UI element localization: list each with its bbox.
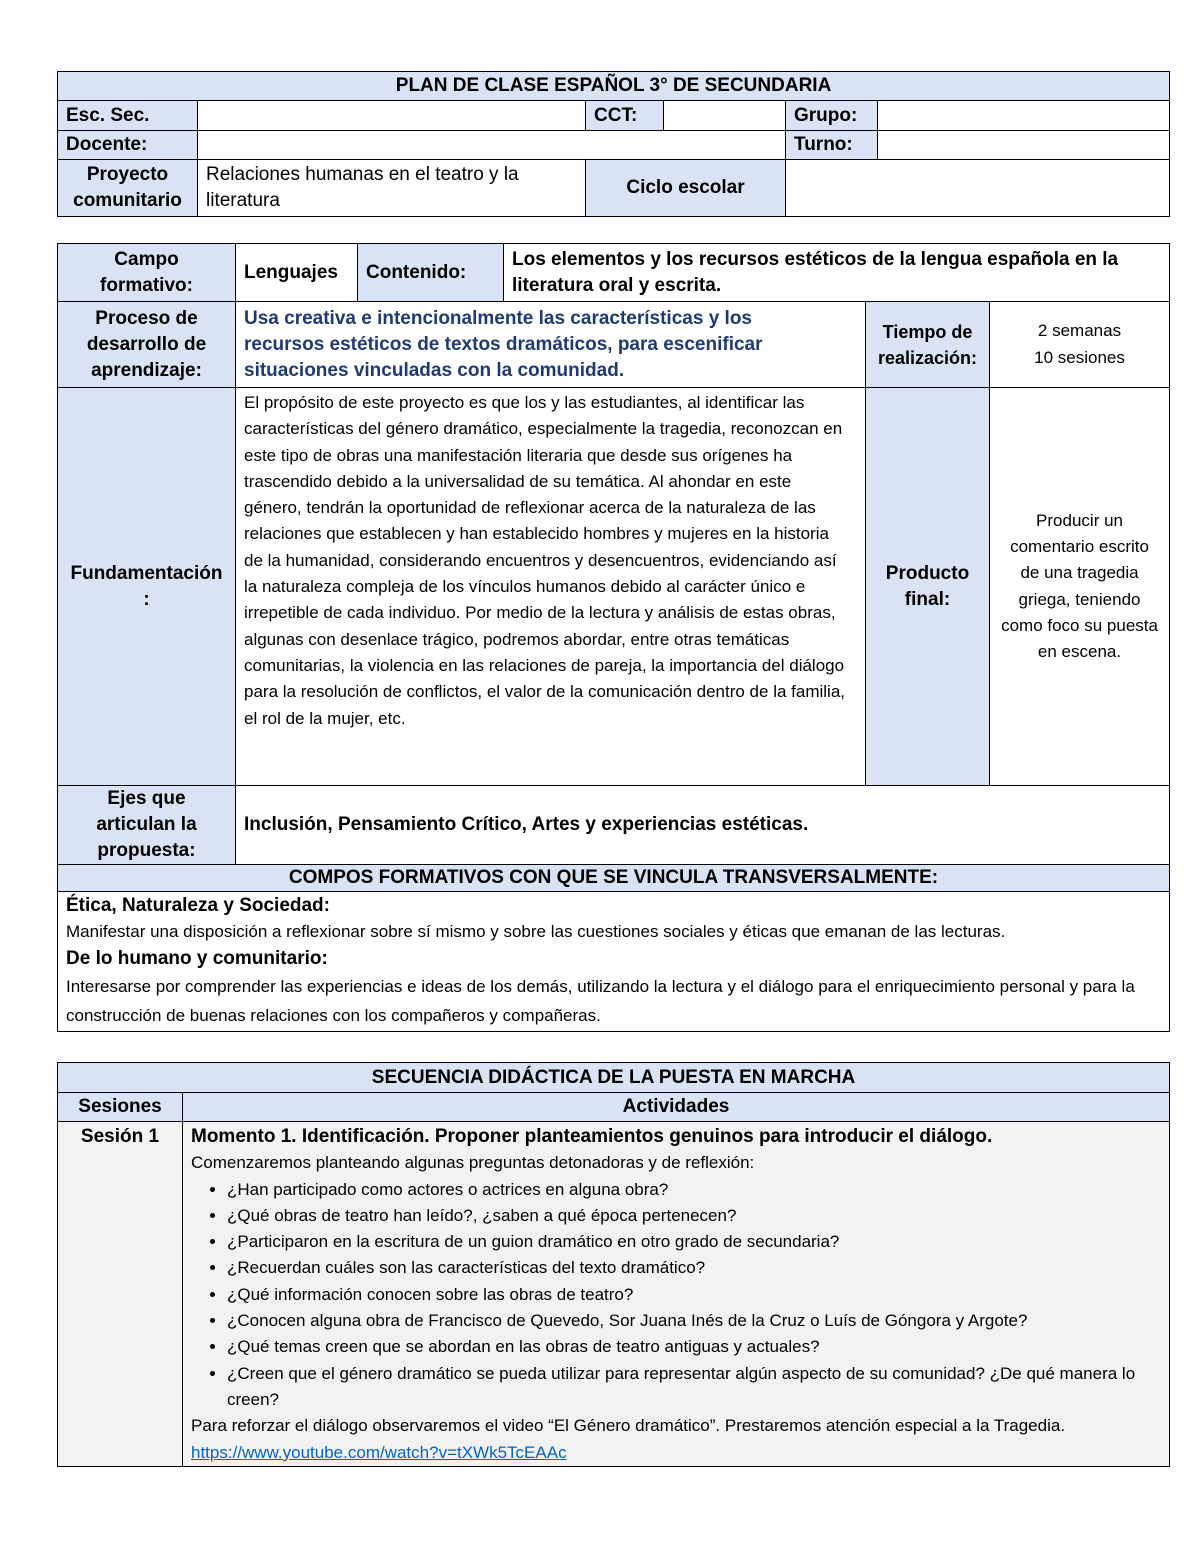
compos-content (58, 892, 1170, 1032)
tiempo-value (990, 302, 1170, 388)
momento-title: Momento 1. Identificación. Proponer planteamientos genuinos para introducir el diálogo. (191, 1126, 993, 1147)
producto-value: Producir un comentario escrito de una tragedia griega, teniendo como foco su puesta en escena. (990, 388, 1170, 786)
etica-text: Manifestar una disposición a reflexionar sobre sí mismo y sobre las cuestiones sociales y éticas que emanan de las lecturas. (66, 922, 1006, 942)
col-actividades: Actividades (183, 1093, 1170, 1122)
question-item: • ¿Qué información conocen sobre las obras de teatro? (227, 1282, 1161, 1308)
tiempo-weeks: 2 semanas (1037, 321, 1122, 341)
docente-label: Docente: (58, 131, 198, 160)
ejes-label: Ejes que articulan la propuesta: (58, 786, 236, 865)
question-item: • ¿Conocen alguna obra de Francisco de Quevedo, Sor Juana Inés de la Cruz o Luís de Góngora y Argote? (227, 1308, 1161, 1334)
question-item: • ¿Creen que el género dramático se pueda utilizar para representar algún aspecto de su comunidad? ¿De qué manera lo creen? (227, 1361, 1161, 1414)
contenido-value: Los elementos y los recursos estéticos de la lengua española en la literatura oral y escrita. (504, 244, 1170, 302)
question-item: • ¿Qué temas creen que se abordan en las obras de teatro antiguas y actuales? (227, 1334, 1161, 1360)
proyecto-label: Proyecto comunitario (58, 160, 198, 217)
fundamentacion-text: El propósito de este proyecto es que los y las estudiantes, al identificar las características del género dramático, especialmente la tragedia, reconozcan en este tipo de obras una manifestación literaria que desde sus orígenes ha trascendido debido a la universalidad de su temática. Al ahondar en este género, tendrán la oportunidad de reflexionar acerca de la naturaleza de las relaciones que establecen y han establecido hombres y mujeres en la historia de la humanidad, considerando encuentros y desencuentros, evidenciando así la naturaleza compleja de los vínculos humanos debido al carácter único e irrepetible de cada individuo. Por medio de la lectura y análisis de estas obras, algunas con desenlace trágico, podremos abordar, entre otras temáticas comunitarias, la violencia en las relaciones de pareja, la importancia del diálogo para la resolución de conflictos, el valor de la comunicación dentro de la familia, el rol de la mujer, etc. (236, 388, 866, 786)
humano-title: De lo humano y comunitario: (66, 947, 328, 969)
contenido-label: Contenido: (358, 244, 504, 302)
question-item: • ¿Han participado como actores o actrices en alguna obra? (227, 1177, 1161, 1203)
ejes-value: Inclusión, Pensamiento Crítico, Artes y experiencias estéticas. (236, 786, 1170, 865)
compos-title: COMPOS FORMATIVOS CON QUE SE VINCULA TRANSVERSALMENTE: (58, 865, 1170, 892)
closing-paragraph (191, 1413, 1161, 1466)
video-link[interactable]: https://www.youtube.com/watch?v=tXWk5TcEAAc (191, 1442, 567, 1462)
secuencia-table (57, 1062, 1170, 1467)
momento-intro: Comenzaremos planteando algunas preguntas detonadoras y de reflexión: (191, 1153, 755, 1173)
humano-text: Interesarse por comprender las experiencias e ideas de los demás, utilizando la lectura y el diálogo para el enriquecimiento personal y para la construcción de buenas relaciones con los compañeros y compañeras. (66, 976, 1135, 1025)
session-1-activities (183, 1122, 1170, 1467)
fundamentacion-label: Fundamentación : (58, 388, 236, 786)
tiempo-label: Tiempo de realización: (866, 302, 990, 388)
turno-label: Turno: (786, 131, 878, 160)
ciclo-label: Ciclo escolar (586, 160, 786, 217)
esc-field[interactable] (198, 101, 586, 131)
plan-title: PLAN DE CLASE ESPAÑOL 3° DE SECUNDARIA (58, 72, 1170, 101)
session-1-label: Sesión 1 (58, 1122, 183, 1467)
grupo-label: Grupo: (786, 101, 878, 131)
campo-value: Lenguajes (236, 244, 358, 302)
grupo-field[interactable] (878, 101, 1170, 131)
proceso-value: Usa creativa e intencionalmente las características y los recursos estéticos de textos dramáticos, para escenificar situaciones vinculadas con la comunidad. (236, 302, 866, 388)
proceso-label: Proceso de desarrollo de aprendizaje: (58, 302, 236, 388)
producto-label: Producto final: (866, 388, 990, 786)
secuencia-title: SECUENCIA DIDÁCTICA DE LA PUESTA EN MARCHA (58, 1063, 1170, 1093)
cct-field[interactable] (664, 101, 786, 131)
turno-field[interactable] (878, 131, 1170, 160)
question-item: • ¿Participaron en la escritura de un guion dramático en otro grado de secundaria? (227, 1229, 1161, 1255)
question-item: • ¿Qué obras de teatro han leído?, ¿saben a qué época pertenecen? (227, 1203, 1161, 1229)
etica-title: Ética, Naturaleza y Sociedad: (66, 895, 330, 916)
campo-label: Campo formativo: (58, 244, 236, 302)
cct-label: CCT: (586, 101, 664, 131)
header-table (57, 71, 1170, 217)
question-list (191, 1177, 1161, 1414)
question-item: • ¿Recuerdan cuáles son las características del texto dramático? (227, 1255, 1161, 1281)
plan-table (57, 243, 1170, 1032)
docente-field[interactable] (198, 131, 786, 160)
closing-text: Para reforzar el diálogo observaremos el video “El Género dramático”. Prestaremos atención especial a la Tragedia. (191, 1416, 1066, 1436)
tiempo-sessions: 10 sesiones (1034, 347, 1125, 367)
col-sesiones: Sesiones (58, 1093, 183, 1122)
ciclo-field[interactable] (786, 160, 1170, 217)
esc-label: Esc. Sec. (58, 101, 198, 131)
proyecto-value: Relaciones humanas en el teatro y la literatura (198, 160, 586, 217)
